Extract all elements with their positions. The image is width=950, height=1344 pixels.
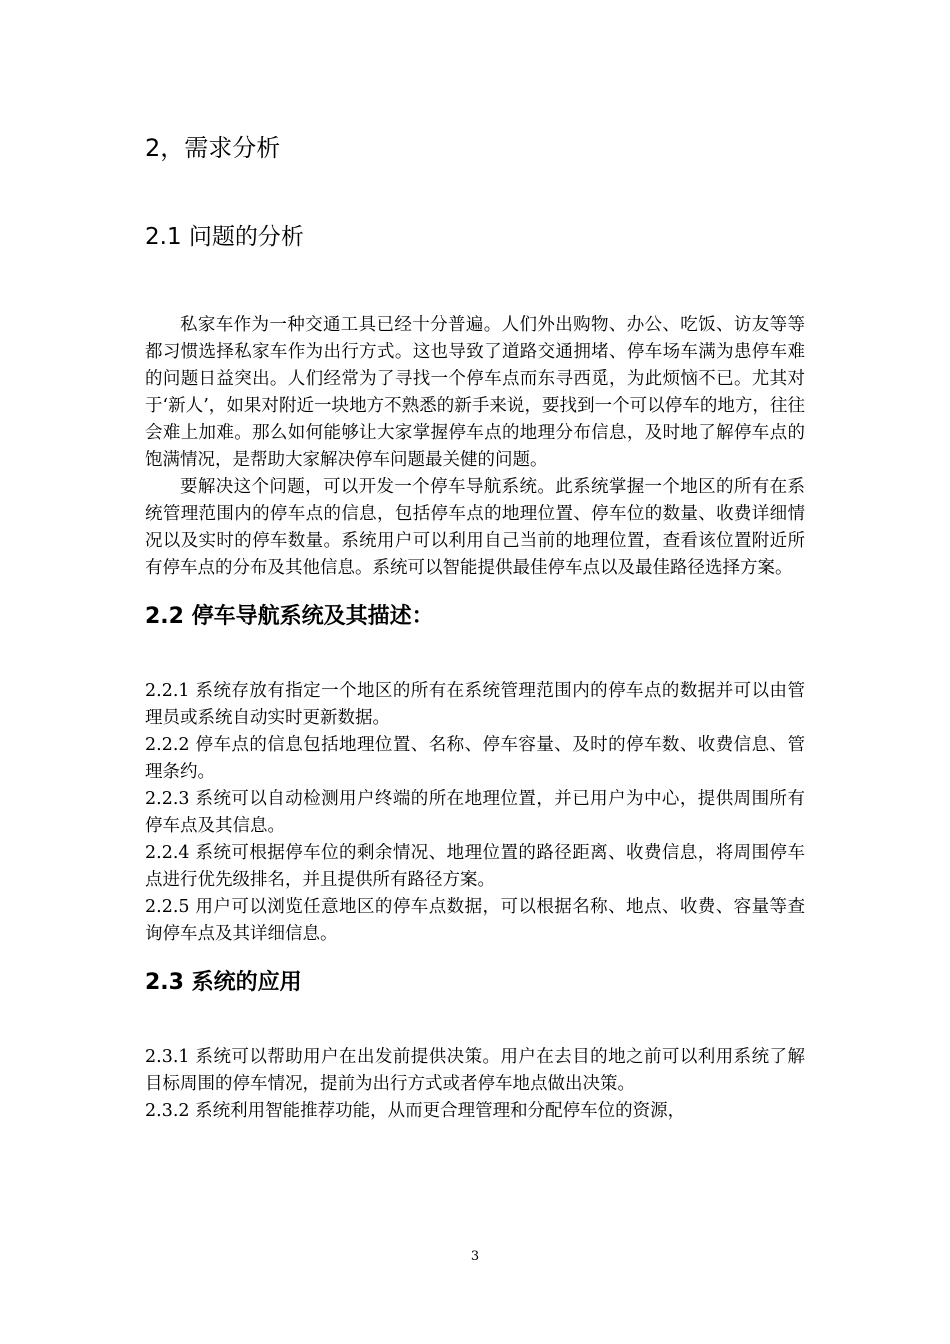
paragraph-2-1-1: 私家车作为一种交通工具已经十分普遍。人们外出购物、办公、吃饭、访友等等都习惯选择私家车作为出行方式。这也导致了道路交通拥堵、停车场车满为患停车难的问题日益突出。人们经常为了寻找一个停车点而东寻西觅，为此烦恼不已。尤其对于‘新人’，如果对附近一块地方不熟悉的新手来说，要找到一个可以停车的地方，往往会难上加难。那么如何能够让大家掌握停车点的地理分布信息，及时地了解停车点的饱满情况，是帮助大家解决停车问题最关健的问题。 xyxy=(145,315,805,470)
item-2-2-3: 2.2.3 系统可以自动检测用户终端的所在地理位置，并已用户为中心，提供周围所有停车点及其信息。 xyxy=(145,789,805,836)
section-title: 2，需求分析 xyxy=(145,134,281,162)
item-2-2-4: 2.2.4 系统可根据停车位的剩余情况、地理位置的路径距离、收费信息，将周围停车点进行优先级排名，并且提供所有路径方案。 xyxy=(145,843,805,890)
item-2-2-2: 2.2.2 停车点的信息包括地理位置、名称、停车容量、及时的停车数、收费信息、管理条约。 xyxy=(145,735,805,782)
subsection-2-2-title: 2.2 停车导航系统及其描述： xyxy=(145,604,434,629)
page-number: 3 xyxy=(470,1249,480,1264)
item-2-2-1: 2.2.1 系统存放有指定一个地区的所有在系统管理范围内的停车点的数据并可以由管理员或系统自动实时更新数据。 xyxy=(145,681,805,728)
subsection-2-3-title: 2.3 系统的应用 xyxy=(145,970,302,995)
item-2-3-2: 2.3.2 系统利用智能推荐功能，从而更合理管理和分配停车位的资源， xyxy=(145,1101,686,1121)
page-content xyxy=(145,130,805,1125)
paragraph-2-1-2: 要解决这个问题，可以开发一个停车导航系统。此系统掌握一个地区的所有在系统管理范围内的停车点的信息，包括停车点的地理位置、停车位的数量、收费详细情况以及实时的停车数量。系统用户可以利用自己当前的地理位置，查看该位置附近所有停车点的分布及其他信息。系统可以智能提供最佳停车点以及最佳路径选择方案。 xyxy=(145,477,805,578)
item-2-2-5: 2.2.5 用户可以浏览任意地区的停车点数据，可以根据名称、地点、收费、容量等查询停车点及其详细信息。 xyxy=(145,897,805,944)
item-2-3-1: 2.3.1 系统可以帮助用户在出发前提供决策。用户在去目的地之前可以利用系统了解目标周围的停车情况，提前为出行方式或者停车地点做出决策。 xyxy=(145,1047,805,1094)
subsection-2-1-title: 2.1 问题的分析 xyxy=(145,224,304,250)
